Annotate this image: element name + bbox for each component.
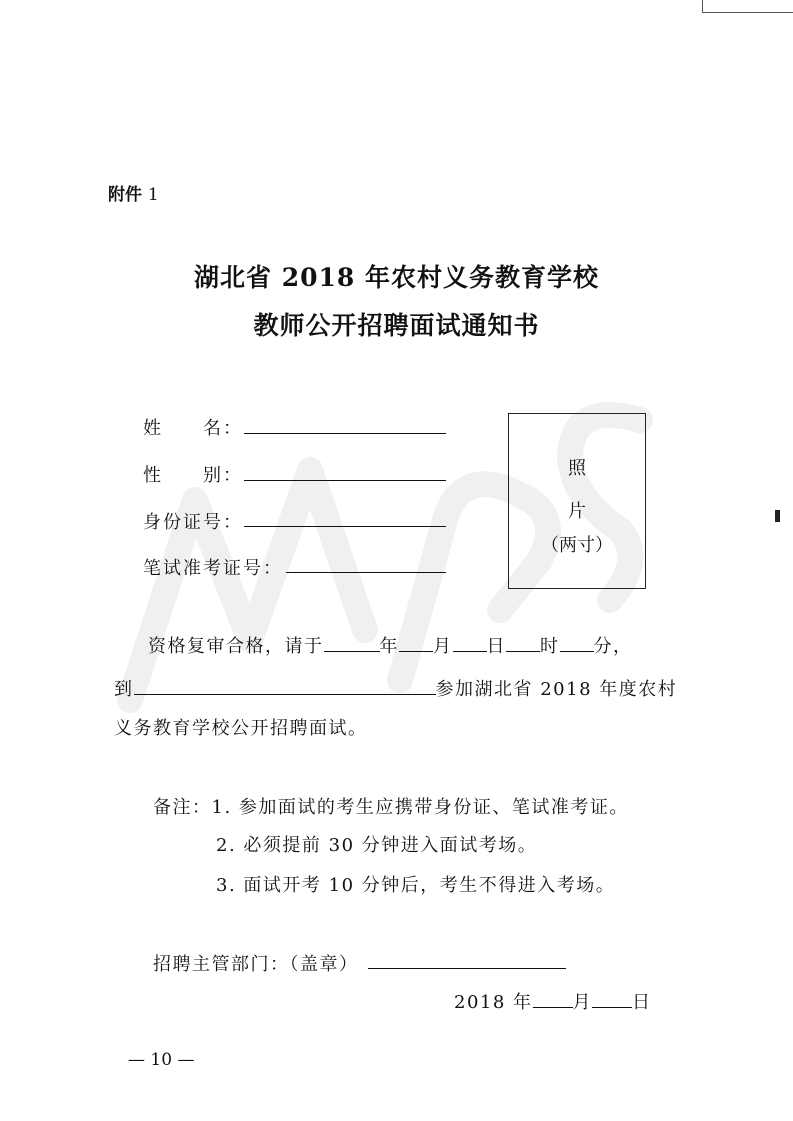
page-number: — 10 — [128,1050,195,1070]
photo-size-label: （两寸） [541,535,613,556]
exam-ticket-label: 笔试准考证号： [143,558,283,579]
attachment-label: 附件 1 [108,185,159,205]
issue-day-field[interactable] [592,989,632,1008]
scan-edge-mark-right [775,510,780,522]
department-seal-label: 招聘主管部门：（盖章） [153,954,359,975]
body-line-3: 义务教育学校公开招聘面试。 [114,718,368,739]
year-field[interactable] [324,633,380,652]
id-number-field[interactable] [244,526,446,527]
photo-label-2: 片 [568,501,586,522]
notes-item-2: 2. 必须提前 30 分钟进入面试考场。 [216,835,538,856]
notes-item-1: 备注：1. 参加面试的考生应携带身份证、笔试准考证。 [153,797,629,818]
id-number-label: 身份证号： [143,512,243,533]
notes-item-3: 3. 面试开考 10 分钟后，考生不得进入考场。 [216,875,616,896]
hour-field[interactable] [506,633,540,652]
exam-ticket-field[interactable] [286,572,446,573]
day-field[interactable] [453,633,487,652]
scan-edge-mark [702,0,793,13]
gender-field[interactable] [244,480,446,481]
name-label: 姓 名： [143,418,243,439]
photo-box [508,413,646,589]
minute-field[interactable] [560,633,594,652]
issue-month-field[interactable] [533,989,573,1008]
photo-label-1: 照 [568,458,586,479]
document-title-line2: 教师公开招聘面试通知书 [253,311,540,340]
name-field[interactable] [244,433,446,434]
issue-date: 2018 年 月 日 [454,988,652,1014]
seal-field[interactable] [368,968,566,969]
body-line-1: 资格复审合格，请于 年 月 日 时 分， [148,632,633,658]
body-line-2: 到 参加湖北省 2018 年度农村 [114,675,677,701]
location-field[interactable] [134,676,436,695]
gender-label: 性 别： [143,465,243,486]
document-title-line1: 湖北省 2018 年农村义务教育学校 [194,263,599,292]
month-field[interactable] [399,633,433,652]
